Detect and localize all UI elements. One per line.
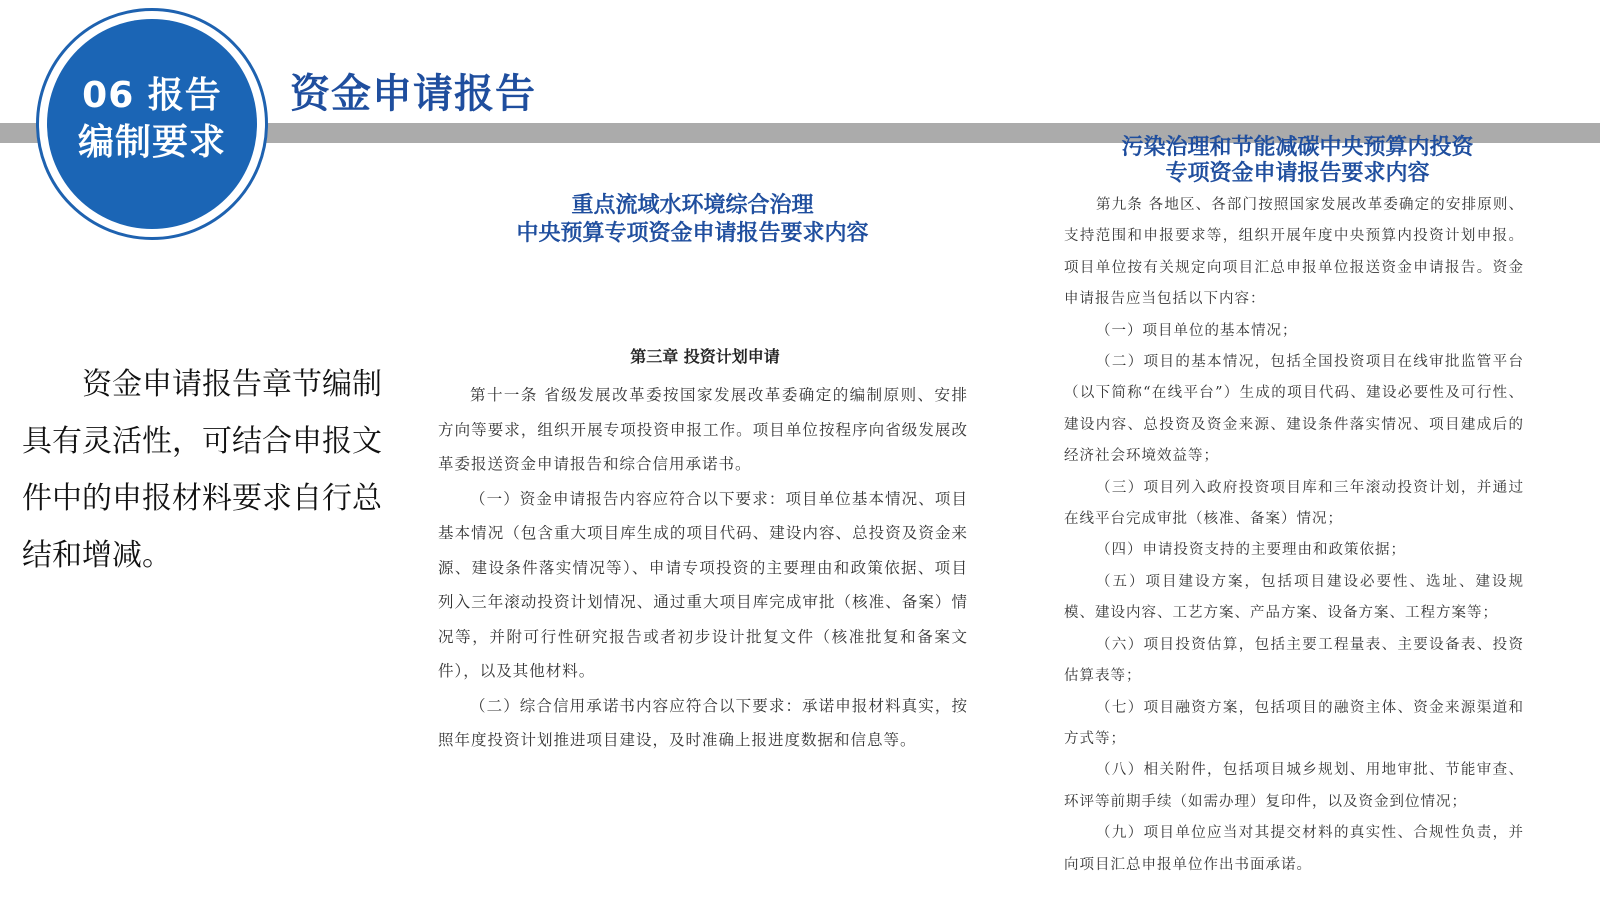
right-document-paragraph: （六）项目投资估算，包括主要工程量表、主要设备表、投资估算表等；	[1064, 636, 1524, 685]
right-document-paragraph: （三）项目列入政府投资项目库和三年滚动投资计划，并通过在线平台完成审批（核准、备案）情况；	[1064, 479, 1524, 528]
left-document-title	[420, 192, 965, 248]
section-badge-label: 编制要求	[77, 122, 226, 163]
left-document-paragraph: （二）综合信用承诺书内容应符合以下要求：承诺申报材料真实，按照年度投资计划推进项目建设，及时准确上报进度数据和信息等。	[438, 696, 968, 749]
right-document-paragraph: （八）相关附件，包括项目城乡规划、用地审批、节能审查、环评等前期手续（如需办理）复印件，以及资金到位情况；	[1064, 762, 1524, 810]
right-document-title-line1: 污染治理和节能减碳中央预算内投资	[1121, 135, 1474, 160]
right-document-paragraph: （九）项目单位应当对其提交材料的真实性、合规性负责，并向项目汇总申报单位作出书面承诺。	[1064, 825, 1524, 873]
right-document-paragraph: （七）项目融资方案，包括项目的融资主体、资金来源渠道和方式等；	[1064, 699, 1524, 747]
right-document-paragraph: 第九条 各地区、各部门按照国家发展改革委确定的安排原则、支持范围和申报要求等，组织开展年度中央预算内投资计划申报。项目单位按有关规定向项目汇总申报单位报送资金申请报告。资金申请报告应当包括以下内容：	[1064, 197, 1524, 308]
right-document-body	[1064, 190, 1524, 881]
right-document-paragraph: （四）申请投资支持的主要理由和政策依据；	[1096, 542, 1406, 559]
summary-text	[22, 356, 387, 584]
left-document-body	[438, 378, 968, 758]
page-title: 资金申请报告	[290, 71, 536, 117]
section-badge	[47, 19, 257, 229]
left-document-chapter: 第三章 投资计划申请	[630, 347, 780, 366]
right-document-title-line2: 专项资金申请报告要求内容	[1165, 161, 1430, 186]
left-document-title-line1: 重点流域水环境综合治理	[571, 193, 814, 218]
right-document-paragraph: （二）项目的基本情况，包括全国投资项目在线审批监管平台（以下简称“在线平台”）生成的项目代码、建设必要性及可行性、建设内容、总投资及资金来源、建设条件落实情况、项目建成后的经济社会环境效益等；	[1064, 354, 1524, 465]
left-document-paragraph: 第十一条 省级发展改革委按国家发展改革委确定的编制原则、安排方向等要求，组织开展专项投资申报工作。项目单位按程序向省级发展改革委报送资金申请报告和综合信用承诺书。	[438, 386, 968, 473]
left-document-title-line2: 中央预算专项资金申请报告要求内容	[516, 221, 869, 246]
right-document-paragraph: （五）项目建设方案，包括项目建设必要性、选址、建设规模、建设内容、工艺方案、产品方案、设备方案、工程方案等；	[1064, 573, 1524, 622]
right-document-title	[1080, 135, 1515, 187]
summary-paragraph: 资金申请报告章节编制具有灵活性，可结合申报文件中的申报材料要求自行总结和增减。	[22, 367, 382, 573]
section-badge-number: 06 报告	[82, 75, 222, 116]
left-document-paragraph: （一）资金申请报告内容应符合以下要求：项目单位基本情况、项目基本情况（包含重大项目库生成的项目代码、建设内容、总投资及资金来源、建设条件落实情况等）、申请专项投资的主要理由和政策依据、项目列入三年滚动投资计划情况、通过重大项目库完成审批（核准、备案）情况等，并附可行性研究报告或者初步设计批复文件（核准批复和备案文件），以及其他材料。	[438, 489, 968, 680]
right-document-paragraph: （一）项目单位的基本情况；	[1096, 322, 1298, 339]
